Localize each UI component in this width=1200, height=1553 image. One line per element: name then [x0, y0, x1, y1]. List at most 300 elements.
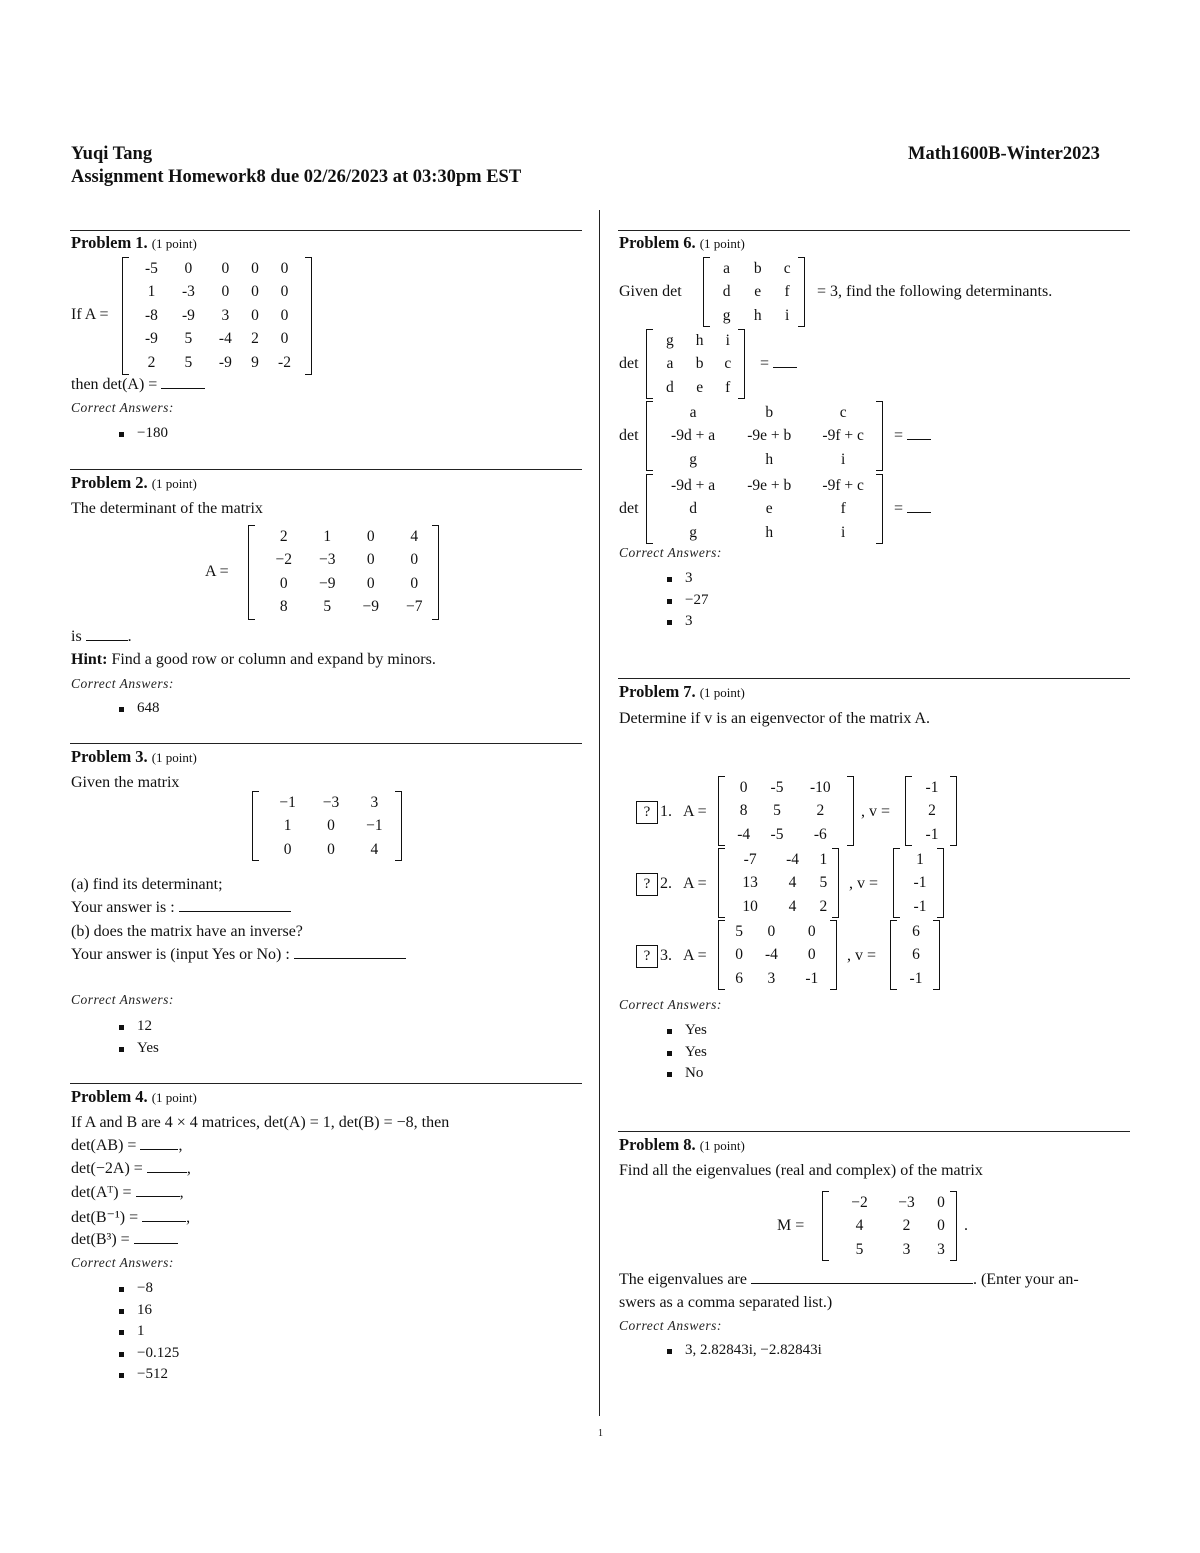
matrix-cell: 0: [410, 574, 419, 592]
matrix-row: [727, 895, 835, 919]
matrix-cell: −2: [851, 1193, 868, 1211]
matrix-bracket-right: [432, 525, 439, 620]
matrix-cell: -9: [181, 306, 195, 324]
matrix-row: [262, 549, 436, 573]
matrix-cell: 3: [221, 306, 230, 324]
vector-cell: 6: [912, 946, 920, 964]
matrix-cell: -3: [181, 283, 195, 301]
problem-6-rule: [618, 230, 1130, 231]
answer-item: −8: [115, 1278, 179, 1300]
matrix-cell: 0: [280, 306, 289, 324]
matrix-cell: −9: [319, 574, 336, 592]
problem-7-intro: Determine if v is an eigenvector of the matrix A.: [619, 710, 931, 727]
problem-3-answer-a: Your answer is :: [71, 899, 291, 917]
matrix-bracket-left: [646, 329, 653, 399]
matrix-bracket-left: [248, 525, 255, 620]
matrix-bracket-left: [703, 257, 710, 327]
matrix-row: [655, 498, 879, 522]
matrix-row: [266, 815, 396, 839]
vector-row: [914, 776, 950, 800]
matrix-cell: −1: [366, 817, 383, 835]
matrix-cell: 3: [937, 1240, 945, 1258]
matrix-cell: 3: [902, 1240, 911, 1258]
problem-4-answers: [115, 1278, 179, 1386]
matrix-cell: 0: [327, 817, 335, 835]
matrix-cell: i: [725, 331, 730, 349]
matrix-cell: -4: [786, 850, 800, 868]
matrix-bracket-right: [830, 920, 837, 990]
matrix-row: [836, 1238, 952, 1262]
matrix-row: [133, 328, 303, 352]
vector-row: [898, 967, 934, 991]
problem-4-intro: If A and B are 4 × 4 matrices, det(A) = 1, det(B) = −8, then: [71, 1114, 450, 1131]
matrix-cell: -9e + b: [747, 427, 792, 445]
matrix-cell: a: [723, 259, 731, 277]
matrix-cell: 0: [410, 551, 419, 569]
answer-item: 3: [663, 568, 708, 590]
matrix-bracket-left: [646, 474, 653, 544]
matrix-cell: −9: [362, 598, 379, 616]
matrix-cell: 5: [735, 922, 743, 940]
matrix-row: [711, 257, 801, 281]
matrix-cell: 2: [816, 802, 825, 820]
vector-row: [902, 872, 938, 896]
matrix-cell: g: [666, 331, 674, 349]
problem-3-matrix: [266, 791, 396, 862]
matrix-bracket-right: [950, 776, 957, 846]
matrix-cell: 5: [323, 598, 332, 616]
matrix-cell: −3: [898, 1193, 915, 1211]
matrix-cell: 0: [280, 283, 289, 301]
problem-2-is: is .: [71, 628, 132, 645]
answer-item: 12: [115, 1016, 159, 1038]
matrix-row: [133, 281, 303, 305]
problem-7-matrix-3: [727, 920, 832, 991]
problem-6-given-matrix: [711, 257, 801, 328]
matrix-cell: 0: [221, 259, 230, 277]
matrix-cell: 5: [184, 353, 193, 371]
matrix-cell: −3: [322, 793, 340, 811]
matrix-cell: a: [689, 403, 697, 421]
matrix-cell: c: [839, 403, 847, 421]
matrix-bracket-left: [905, 776, 912, 846]
matrix-cell: 6: [735, 969, 743, 987]
matrix-row: [655, 448, 879, 472]
matrix-row: [266, 838, 396, 862]
problem-6-matrix-2: [655, 401, 879, 472]
problem-2-prefix: A =: [205, 563, 229, 580]
matrix-cell: 0: [767, 922, 776, 940]
problem-4-rule: [70, 1083, 582, 1084]
problem-8-title: Problem 8. (1 point): [619, 1135, 745, 1154]
matrix-cell: i: [841, 450, 846, 468]
vector-cell: -1: [913, 874, 927, 892]
vector-cell: 1: [916, 850, 924, 868]
problem-2-intro: The determinant of the matrix: [71, 500, 263, 517]
page-number: 1: [598, 1428, 603, 1439]
answer-select-3[interactable]: ?: [636, 945, 658, 968]
matrix-cell: -4: [218, 330, 232, 348]
answer-item: −27: [663, 590, 708, 612]
matrix-row: [727, 823, 847, 847]
matrix-cell: h: [765, 450, 774, 468]
matrix-cell: 1: [323, 527, 332, 545]
matrix-cell: -4: [737, 825, 751, 843]
a-equals: A =: [683, 803, 707, 820]
matrix-cell: i: [841, 523, 846, 541]
problem-8-intro: Find all the eigenvalues (real and complex) of the matrix: [619, 1162, 983, 1179]
problem-1-title: Problem 1. (1 point): [71, 233, 197, 252]
problem-6-matrix-3: [655, 474, 879, 545]
problem-6-matrix-1: [655, 329, 741, 400]
vector-row: [914, 823, 950, 847]
problem-6-title: Problem 6. (1 point): [619, 233, 745, 252]
matrix-bracket-left: [646, 401, 653, 471]
correct-answers-label: Correct Answers:: [619, 997, 722, 1012]
matrix-bracket-right: [798, 257, 805, 327]
matrix-cell: e: [754, 283, 762, 301]
vector-cell: -1: [913, 897, 927, 915]
problem-7-vector-3: [898, 920, 934, 991]
matrix-cell: −7: [406, 598, 423, 616]
matrix-cell: 0: [184, 259, 193, 277]
matrix-bracket-right: [937, 848, 944, 918]
matrix-bracket-right: [395, 791, 402, 861]
vector-row: [902, 848, 938, 872]
problem-7-matrix-2: [727, 848, 835, 919]
matrix-row: [266, 791, 396, 815]
matrix-cell: 4: [370, 840, 379, 858]
problem-1-matrix: [133, 257, 303, 375]
matrix-cell: -5: [770, 778, 784, 796]
problem-8-answers: [663, 1340, 822, 1362]
item-number: 2.: [660, 875, 672, 892]
det-label: det: [619, 355, 639, 372]
matrix-bracket-right: [876, 401, 883, 471]
problem-8-rule: [618, 1131, 1130, 1132]
answer-b-input[interactable]: [294, 946, 406, 959]
matrix-cell: a: [666, 355, 674, 373]
problem-7-matrix-1: [727, 776, 847, 847]
matrix-cell: -9: [145, 330, 158, 348]
problem-6-eq-3: =: [894, 500, 931, 518]
vector-row: [902, 895, 938, 919]
answer-item: −180: [115, 423, 168, 445]
matrix-cell: 0: [283, 840, 292, 858]
problem-1-prefix: If A =: [71, 306, 109, 323]
det-label: det: [619, 500, 639, 517]
correct-answers-label: Correct Answers:: [619, 545, 722, 560]
matrix-row: [655, 353, 741, 377]
matrix-cell: g: [689, 523, 697, 541]
matrix-cell: 8: [739, 802, 748, 820]
correct-answers-label: Correct Answers:: [71, 400, 174, 415]
a-equals: A =: [683, 875, 707, 892]
matrix-bracket-left: [718, 920, 725, 990]
eigenvalues-input[interactable]: [751, 1271, 973, 1284]
matrix-cell: 0: [251, 306, 259, 324]
matrix-cell: d: [666, 378, 674, 396]
matrix-cell: −2: [275, 551, 292, 569]
matrix-cell: e: [765, 500, 773, 518]
problem-1-question: then det(A) =: [71, 376, 205, 394]
problem-6-eq-1: =: [760, 355, 797, 373]
vector-cell: -1: [925, 825, 939, 843]
matrix-cell: 2: [251, 330, 259, 348]
matrix-cell: -9f + c: [822, 427, 864, 445]
matrix-cell: 2: [902, 1217, 911, 1235]
problem-6-given: Given det: [619, 283, 682, 300]
matrix-cell: -9: [218, 353, 232, 371]
matrix-cell: 5: [855, 1240, 864, 1258]
matrix-cell: 0: [735, 946, 743, 964]
matrix-row: [262, 572, 436, 596]
answer-item: −512: [115, 1364, 179, 1386]
matrix-bracket-right: [933, 920, 940, 990]
matrix-row: [655, 401, 879, 425]
matrix-cell: 2: [147, 353, 156, 371]
matrix-bracket-left: [822, 1191, 829, 1261]
problem-7-answers: [663, 1020, 707, 1085]
problem-4-line: det(AB) = ,: [71, 1137, 183, 1154]
matrix-row: [727, 920, 832, 944]
matrix-bracket-right: [876, 474, 883, 544]
matrix-cell: 4: [788, 874, 797, 892]
student-name: Yuqi Tang: [71, 144, 153, 164]
matrix-cell: 3: [767, 969, 776, 987]
matrix-row: [262, 525, 436, 549]
matrix-cell: -2: [278, 353, 291, 371]
problem-7-vector-2: [902, 848, 938, 919]
problem-3-part-a: (a) find its determinant;: [71, 876, 223, 893]
assignment-title: Assignment Homework8 due 02/26/2023 at 03:30pm EST: [71, 167, 522, 187]
vector-row: [898, 920, 934, 944]
answer-item: −0.125: [115, 1343, 179, 1365]
matrix-cell: 0: [807, 946, 816, 964]
problem-2-rule: [70, 469, 582, 470]
problem-4-line: det(−2A) = ,: [71, 1160, 191, 1177]
problem-3-answer-b: Your answer is (input Yes or No) :: [71, 946, 406, 964]
correct-answers-label: Correct Answers:: [71, 992, 174, 1007]
v-equals: , v =: [861, 803, 891, 820]
matrix-cell: c: [783, 259, 791, 277]
matrix-bracket-right: [738, 329, 745, 399]
matrix-cell: i: [784, 306, 790, 324]
vector-cell: -1: [925, 778, 939, 796]
matrix-cell: -10: [809, 778, 831, 796]
vector-cell: -1: [909, 969, 923, 987]
matrix-bracket-left: [718, 848, 725, 918]
matrix-cell: 0: [366, 527, 375, 545]
matrix-cell: f: [784, 283, 790, 301]
problem-3-title: Problem 3. (1 point): [71, 747, 197, 766]
problem-6-eq-2: =: [894, 427, 931, 445]
matrix-cell: 5: [819, 874, 828, 892]
matrix-row: [727, 848, 835, 872]
problem-4-line: det(B⁻¹) = ,: [71, 1209, 191, 1226]
answer-item: 3, 2.82843i, −2.82843i: [663, 1340, 822, 1362]
problem-7-vector-1: [914, 776, 950, 847]
problem-4-title: Problem 4. (1 point): [71, 1087, 197, 1106]
matrix-cell: h: [765, 523, 774, 541]
problem-2-title: Problem 2. (1 point): [71, 473, 197, 492]
vector-cell: 6: [912, 922, 920, 940]
answer-item: 16: [115, 1300, 179, 1322]
correct-answers-label: Correct Answers:: [71, 1255, 174, 1270]
matrix-cell: -9f + c: [822, 476, 864, 494]
matrix-cell: 10: [742, 897, 758, 915]
matrix-row: [727, 967, 832, 991]
matrix-bracket-right: [832, 848, 839, 918]
matrix-bracket-left: [718, 776, 725, 846]
matrix-row: [727, 944, 832, 968]
matrix-cell: 0: [279, 574, 288, 592]
matrix-cell: 1: [147, 283, 156, 301]
matrix-cell: 0: [739, 778, 748, 796]
matrix-bracket-right: [305, 257, 312, 375]
matrix-cell: -9d + a: [671, 476, 716, 494]
matrix-cell: b: [765, 403, 774, 421]
answer-item: 648: [115, 698, 160, 720]
matrix-cell: 0: [251, 283, 259, 301]
matrix-row: [133, 257, 303, 281]
matrix-row: [133, 351, 303, 375]
v-equals: , v =: [849, 875, 879, 892]
matrix-cell: 0: [807, 922, 816, 940]
matrix-cell: 3: [370, 793, 379, 811]
matrix-cell: 0: [366, 574, 375, 592]
problem-7-rule: [618, 678, 1130, 679]
answer-item: Yes: [663, 1042, 707, 1064]
v-equals: , v =: [847, 947, 877, 964]
matrix-cell: 0: [327, 840, 335, 858]
matrix-cell: h: [753, 306, 762, 324]
matrix-row: [711, 281, 801, 305]
matrix-cell: −1: [279, 793, 296, 811]
vector-cell: 2: [928, 802, 936, 820]
matrix-cell: 9: [251, 353, 259, 371]
matrix-cell: 0: [221, 283, 230, 301]
vector-row: [898, 944, 934, 968]
matrix-row: [262, 596, 436, 620]
problem-2-matrix: [262, 525, 436, 619]
a-equals: A =: [683, 947, 707, 964]
matrix-cell: 13: [742, 874, 758, 892]
matrix-cell: -1: [805, 969, 819, 987]
answer-select-1[interactable]: ?: [636, 801, 658, 824]
matrix-cell: -5: [145, 259, 158, 277]
matrix-bracket-left: [890, 920, 897, 990]
matrix-cell: -9d + a: [671, 427, 716, 445]
problem-8-matrix: [836, 1191, 952, 1262]
matrix-cell: -4: [764, 946, 778, 964]
matrix-cell: b: [695, 355, 704, 373]
problem-3-rule: [70, 743, 582, 744]
answer-a-input[interactable]: [179, 899, 291, 912]
matrix-cell: f: [840, 500, 846, 518]
problem-2-answers: [115, 698, 160, 720]
matrix-cell: 4: [855, 1217, 864, 1235]
correct-answers-label: Correct Answers:: [71, 676, 174, 691]
problem-6-answers: [663, 568, 708, 633]
matrix-row: [655, 425, 879, 449]
matrix-cell: 4: [410, 527, 419, 545]
matrix-cell: c: [724, 355, 732, 373]
matrix-bracket-left: [893, 848, 900, 918]
matrix-cell: b: [753, 259, 762, 277]
item-number: 3.: [660, 947, 672, 964]
matrix-row: [133, 304, 303, 328]
problem-7-title: Problem 7. (1 point): [619, 682, 745, 701]
matrix-bracket-right: [847, 776, 854, 846]
matrix-bracket-left: [252, 791, 259, 861]
answer-item: No: [663, 1063, 707, 1085]
matrix-cell: d: [689, 500, 697, 518]
matrix-cell: f: [725, 378, 731, 396]
matrix-cell: -5: [770, 825, 784, 843]
matrix-row: [727, 800, 847, 824]
matrix-cell: 0: [251, 259, 259, 277]
problem-2-hint: Hint: Find a good row or column and expand by minors.: [71, 651, 436, 668]
answer-item: Yes: [115, 1038, 159, 1060]
answer-select-2[interactable]: ?: [636, 873, 658, 896]
matrix-cell: 0: [280, 259, 289, 277]
answer-item: 3: [663, 611, 708, 633]
matrix-cell: 0: [937, 1193, 945, 1211]
matrix-row: [655, 376, 741, 400]
item-number: 1.: [660, 803, 672, 820]
matrix-cell: d: [722, 283, 731, 301]
matrix-row: [655, 474, 879, 498]
matrix-cell: -6: [813, 825, 827, 843]
matrix-cell: 2: [279, 527, 288, 545]
matrix-cell: 5: [184, 330, 193, 348]
correct-answers-label: Correct Answers:: [619, 1318, 722, 1333]
matrix-row: [727, 776, 847, 800]
matrix-cell: -8: [145, 306, 158, 324]
problem-4-line: det(Aᵀ) = ,: [71, 1184, 184, 1201]
matrix-row: [836, 1215, 952, 1239]
matrix-cell: g: [722, 306, 731, 324]
matrix-cell: -9e + b: [747, 476, 792, 494]
matrix-cell: 2: [819, 897, 828, 915]
problem-3-part-b: (b) does the matrix have an inverse?: [71, 923, 303, 940]
matrix-cell: 0: [937, 1217, 945, 1235]
matrix-cell: 1: [283, 817, 292, 835]
matrix-row: [727, 872, 835, 896]
problem-3-intro: Given the matrix: [71, 774, 180, 791]
det-label: det: [619, 427, 639, 444]
matrix-cell: 4: [788, 897, 797, 915]
problem-1-answers: [115, 423, 168, 445]
matrix-cell: h: [695, 331, 704, 349]
problem-8-question: The eigenvalues are . (Enter your an-: [619, 1271, 1079, 1288]
matrix-cell: 5: [773, 802, 781, 820]
answer-item: Yes: [663, 1020, 707, 1042]
matrix-cell: 0: [280, 330, 289, 348]
matrix-row: [711, 304, 801, 328]
course-name: Math1600B-Winter2023: [908, 144, 1100, 164]
problem-3-answers: [115, 1016, 159, 1059]
problem-6-given-suffix: = 3, find the following determinants.: [817, 283, 1053, 300]
matrix-row: [655, 329, 741, 353]
matrix-cell: g: [689, 450, 697, 468]
matrix-row: [836, 1191, 952, 1215]
column-divider: [599, 210, 600, 1416]
problem-8-prefix: M =: [777, 1217, 805, 1234]
period: .: [964, 1217, 968, 1234]
matrix-cell: 1: [819, 850, 828, 868]
